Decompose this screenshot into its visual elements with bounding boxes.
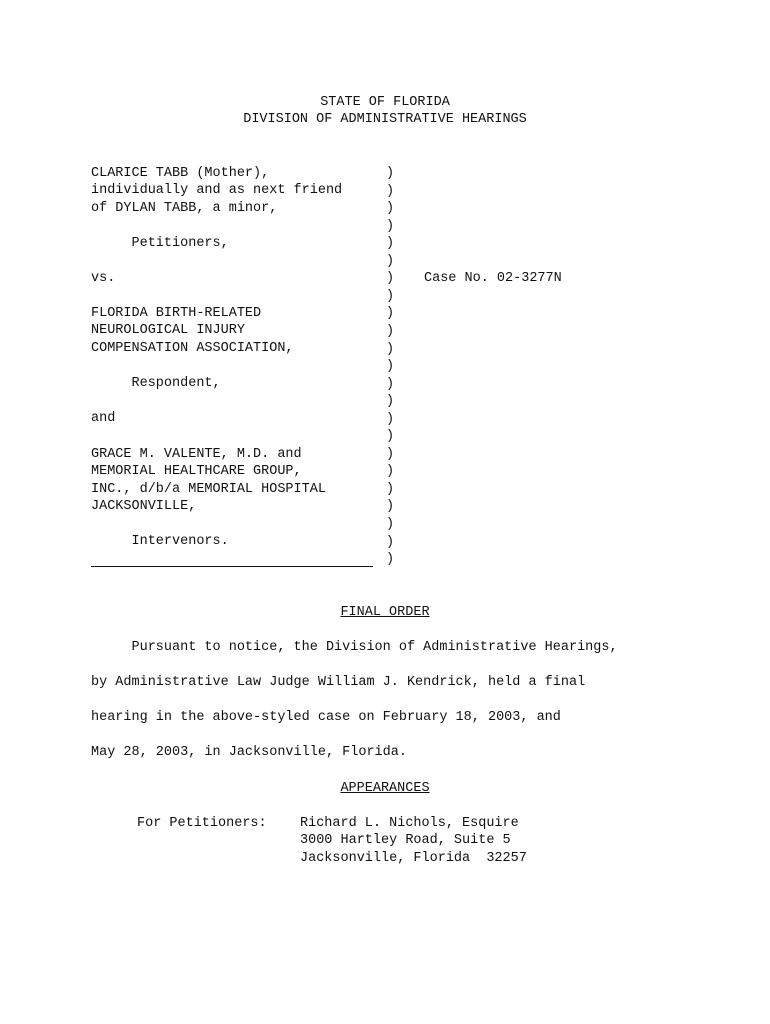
final-order-title: FINAL ORDER — [340, 605, 430, 620]
caption-bracket: ) — [386, 341, 395, 357]
caption-bracket: ) — [386, 324, 395, 339]
caption-divider-line — [91, 566, 373, 567]
caption-bracket: ) — [386, 218, 395, 234]
caption-line: FLORIDA BIRTH-RELATED — [91, 306, 262, 321]
caption-bracket: ) — [386, 306, 395, 322]
division-heading: DIVISION OF ADMINISTRATIVE HEARINGS — [243, 112, 527, 127]
paragraph-line: May 28, 2003, in Jacksonville, Florida. — [91, 745, 407, 760]
caption-line: CLARICE TABB (Mother), — [91, 166, 270, 181]
caption-bracket: ) — [386, 446, 395, 462]
caption-line: Respondent, — [91, 376, 221, 391]
caption-bracket: ) — [386, 166, 395, 181]
caption-line: and — [91, 411, 116, 426]
paragraph-line: hearing in the above-styled case on February 18, 2003, and — [91, 710, 561, 725]
caption-bracket: ) — [386, 394, 395, 410]
caption-bracket: ) — [386, 552, 395, 568]
caption-bracket: ) — [386, 236, 395, 252]
caption-line: Intervenors. — [91, 534, 229, 549]
caption-bracket: ) — [386, 464, 395, 480]
caption-bracket: ) — [386, 253, 395, 269]
caption-line: MEMORIAL HEALTHCARE GROUP, — [91, 464, 302, 479]
caption-line: GRACE M. VALENTE, M.D. and — [91, 447, 302, 462]
caption-line: individually and as next friend — [91, 183, 343, 198]
caption-bracket: ) — [386, 271, 395, 287]
caption-bracket: ) — [386, 201, 395, 217]
caption-bracket: ) — [386, 376, 395, 392]
caption-line: NEUROLOGICAL INJURY — [91, 323, 245, 338]
caption-bracket: ) — [386, 411, 395, 427]
caption-line: vs. — [91, 271, 116, 286]
caption-bracket: ) — [386, 359, 395, 375]
caption-bracket: ) — [386, 183, 395, 199]
caption-line: JACKSONVILLE, — [91, 499, 197, 514]
caption-line: INC., d/b/a MEMORIAL HOSPITAL — [91, 482, 326, 497]
caption-line: Petitioners, — [91, 236, 229, 251]
counsel-line: 3000 Hartley Road, Suite 5 — [300, 833, 511, 848]
caption-bracket: ) — [386, 534, 395, 550]
caption-line: of DYLAN TABB, a minor, — [91, 201, 278, 216]
paragraph-line: Pursuant to notice, the Division of Administrative Hearings, — [91, 640, 618, 655]
petitioners-label: For Petitioners: — [137, 816, 267, 831]
case-number: Case No. 02-3277N — [424, 271, 562, 286]
caption-bracket: ) — [386, 499, 395, 515]
caption-line: COMPENSATION ASSOCIATION, — [91, 341, 294, 356]
caption-bracket: ) — [386, 481, 395, 497]
appearances-title: APPEARANCES — [340, 781, 430, 796]
counsel-line: Jacksonville, Florida 32257 — [300, 851, 527, 866]
caption-bracket: ) — [386, 429, 395, 445]
caption-bracket: ) — [386, 517, 395, 532]
caption-bracket: ) — [386, 288, 395, 304]
counsel-line: Richard L. Nichols, Esquire — [300, 816, 519, 831]
paragraph-line: by Administrative Law Judge William J. Kendrick, held a final — [91, 675, 586, 690]
state-heading: STATE OF FLORIDA — [320, 95, 450, 110]
